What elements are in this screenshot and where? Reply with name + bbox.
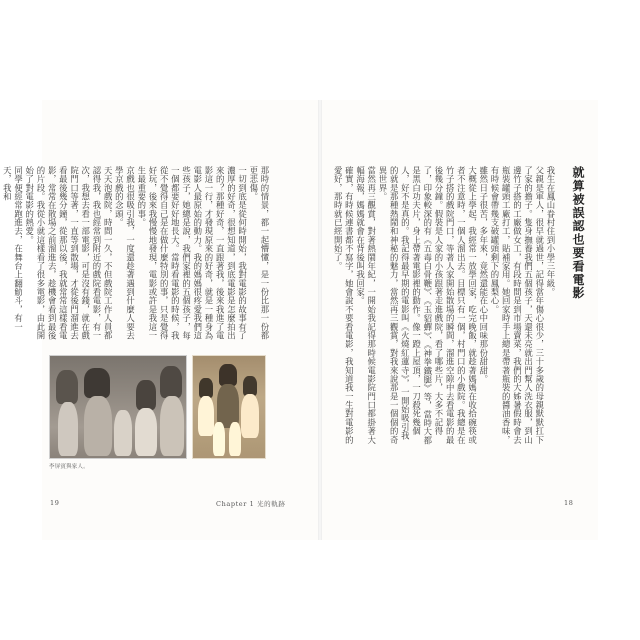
- paragraph: 同學便經常跑進去，在舞台上翻觔斗，有一天，我和: [2, 166, 24, 332]
- paragraph: 雖然日子很苦，多年來，竟然還能在心中回味那份甜甜。: [478, 166, 489, 384]
- photo-figure: [213, 422, 225, 456]
- book-spine: [318, 100, 322, 540]
- photo-figure: [56, 370, 78, 404]
- photo-caption: 李屏賓與家人。: [49, 464, 89, 470]
- group-photo: [192, 355, 266, 459]
- photo-figure: [160, 366, 182, 398]
- right-page-text: [333, 166, 556, 448]
- photo-figure: [58, 402, 78, 456]
- photo-figure: [229, 422, 241, 456]
- photo-figure: [241, 394, 259, 438]
- paragraph: 京戲也很吸引我，一度還趁著遇到什麼人要去學京戲的念頭。: [114, 166, 136, 340]
- photo-figure: [136, 380, 156, 410]
- photo-figure: [114, 410, 132, 456]
- page-number-right: 18: [564, 499, 574, 507]
- paragraph: 當然再三觀賞，對著熱鬧年紀，一開始我記得那時候電影院門口都掛著大幅海報，媽媽就會在背後叫我回家。: [355, 166, 377, 445]
- left-page-text: [2, 166, 270, 346]
- photo-figure: [219, 364, 237, 386]
- paragraph: 那時的情景，都一起懵懂，是一份比那一份都更悲傷。: [248, 166, 270, 340]
- chapter-running-footer: Chapter 1 光的軌跡: [216, 500, 286, 508]
- paragraph: 一切到底是從何時開始，我對電影的故事有了濃厚的好奇，很想知道，到底電影是怎麼拍出來的？那種好奇，一直跟著我，後來我進了電影這一行，才發現原來的好奇，就是一種身為電影人最原始的動力。我的媽媽很疼愛我們這些孩子，她總是說，我們家裡的五個孩子，每一個都要好好地長大。當時看電影的時候，我從不覺得自己是在做什麼特別的事，只是覺得好玩，後來我慢慢地發現，電影或許是我這一生最重要的事。: [136, 166, 248, 340]
- family-photo: [49, 355, 187, 459]
- photo-figure: [243, 376, 257, 396]
- paragraph: 天天泡戲院，時間一久，不但戲院工作人員都認得我，我也經常到附近的戲院看電影，有一次，我想去看一部電影，可是沒有錢，就在戲院門口等著，一直等到散場，才從後門溜進去看最後幾分鐘，從那以後，我就常常這樣看電影，常常在散場之前溜進去，趁機會看到最後的片段。我從小就這樣看了很多電影，由此開始了對電影的熱愛。: [24, 166, 114, 340]
- photo-figure: [160, 396, 184, 456]
- photo-figure: [198, 396, 214, 436]
- paragraph: 我生在鳳山眷村住到小學三年級。: [546, 166, 556, 297]
- photo-figure: [84, 368, 110, 398]
- page-number-left: 19: [50, 499, 60, 507]
- paragraph: 確實，有時候連書都不寫字，她會說不要看電影，我知道我一生對電影的愛好，那時就已經開始了。: [333, 166, 355, 445]
- paragraph: 大概從上學起，我經常一放學回家，吃完晚飯，就趁著媽媽在收拾碗筷或者不注意時，一個人溜出去。目標只有一個，村門口的小戲院。我總是在竹子搭的戲院門口，等著人家開始散場的瞬間，溜進空隙中去看電影的最後幾分鐘。假裝是人家的小孩跟著走進戲院，看了哪些片，大多不記得了，印象較深的有《五毒白骨鞭》、《玉貂蟬》、《神拳鐵腿》等，當時大都是黑白功夫片，身上帶著電影裡的動作。像一蹬上屋頂，一刀殺死幾個人，好不是真的。我記得最早期的電影叫《火燒紅蓮寺》，一開始吸引我的就是那種熱鬧和神秘的魅力，當然再三觀賞，對我來說那是一個個的奇異世界。: [377, 166, 478, 445]
- paragraph: 父親是軍人，很早就過世，記得當年傷心很少，三十多歲的母親默默扛下了家的擔子。隻身撫養我們五個孩子，天還未亮就出門幫人洗衣服，到山邊竹子搭的工廠做女工，有段時間是到市場賣菜，我們的大姊暑假時會去瓶裝罐頭工廠打工，貼補家用。她回家時手上總是帶著瓶裝的醬油香味，有時候會帶幾支破罐頭剩下的鳳梨心。: [489, 166, 545, 445]
- photo-figure: [84, 396, 112, 456]
- photo-figure: [199, 378, 213, 398]
- photo-figure: [135, 408, 157, 456]
- chapter-heading: 就算被誤認也要看電影: [571, 166, 585, 300]
